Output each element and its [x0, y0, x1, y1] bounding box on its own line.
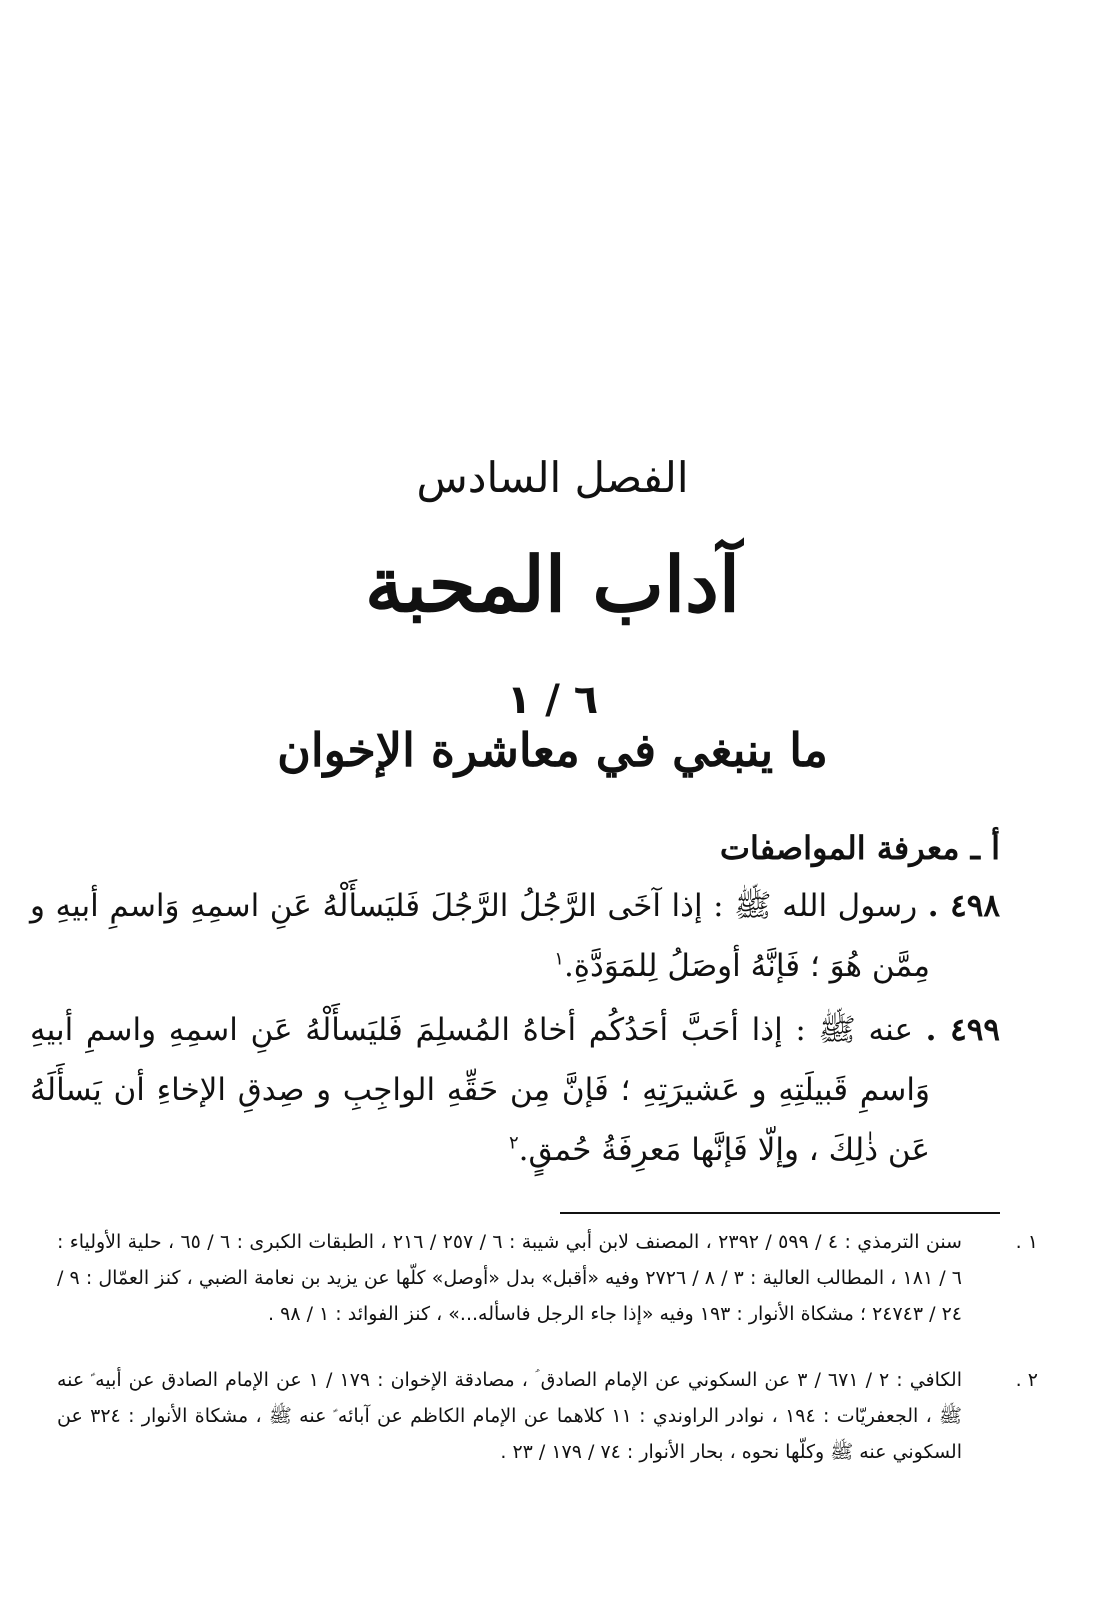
footnote-ref[interactable]: ١	[554, 948, 564, 970]
footnote	[57, 1362, 1038, 1470]
footnote-ref[interactable]: ٢	[508, 1132, 519, 1154]
hadith-number: ٤٩٨ .	[927, 888, 1001, 924]
footnote-divider	[560, 1212, 1000, 1214]
section-title: ما ينبغي في معاشرة الإخوان	[277, 723, 828, 777]
footnote-number: ٢ .	[1015, 1369, 1038, 1391]
subheading: أ ـ معرفة المواصفات	[719, 829, 1000, 867]
footnote	[57, 1224, 1038, 1332]
chapter-title: آداب المحبة	[364, 540, 741, 629]
hadith-entry	[30, 1000, 1000, 1180]
footnote-text: الكافي : ٢ / ٦٧١ / ٣ عن السكوني عن الإمام الصادق ؑ ، مصادقة الإخوان : ١٧٩ / ١ عن الإمام الصادق عن أبيه ؑ عنه ﷺ ، الجعفريّات : ١٩٤ ، نوادر الراوندي : ١١ كلاهما عن الإمام الكاظم عن آبائه ؑ عنه ﷺ ، مشكاة الأنوار : ٣٢٤ عن السكوني عنه ﷺ وكلّها نحوه ، بحار الأنوار : ٧٤ / ١٧٩ / ٢٣ .	[57, 1369, 963, 1463]
section-number: ٦ / ١	[506, 677, 599, 723]
chapter-label: الفصل السادس	[416, 453, 689, 502]
hadith-text: رسول الله ﷺ : إذا آخَى الرَّجُلُ الرَّجُلَ فَليَسأَلْهُ عَنِ اسمِهِ وَاسمِ أبيهِ و مِمَّن هُوَ ؛ فَإنَّهُ أوصَلُ لِلمَوَدَّةِ.	[30, 888, 930, 984]
footnote-number: ١ .	[1015, 1231, 1038, 1253]
hadith-number: ٤٩٩ .	[925, 1012, 1001, 1048]
hadith-text: عنه ﷺ : إذا أحَبَّ أحَدُكُم أخاهُ المُسلِمَ فَليَسأَلْهُ عَنِ اسمِهِ واسمِ أبيهِ وَاسمِ قَبيلَتِهِ و عَشيرَتِهِ ؛ فَإنَّ مِن حَقِّهِ الواجِبِ و صِدقِ الإخاءِ أن يَسأَلَهُ عَن ذٰلِكَ ، وإلّا فَإنَّها مَعرِفَةُ حُمقٍ.	[30, 1012, 930, 1168]
footnote-text: سنن الترمذي : ٤ / ٥٩٩ / ٢٣٩٢ ، المصنف لابن أبي شيبة : ٦ / ٢٥٧ / ٢١٦ ، الطبقات الكبرى : ٦ / ٦٥ ، حلية الأولياء : ٦ / ١٨١ ، المطالب العالية : ٣ / ٨ / ٢٧٢٦ وفيه «أقبل» بدل «أوصل» كلّها عن يزيد بن نعامة الضبي ، كنز العمّال : ٩ / ٢٤ / ٢٤٧٤٣ ؛ مشكاة الأنوار : ١٩٣ وفيه «إذا جاء الرجل فاسأله...» ، كنز الفوائد : ١ / ٩٨ .	[57, 1231, 963, 1325]
hadith-entry	[30, 876, 1000, 996]
